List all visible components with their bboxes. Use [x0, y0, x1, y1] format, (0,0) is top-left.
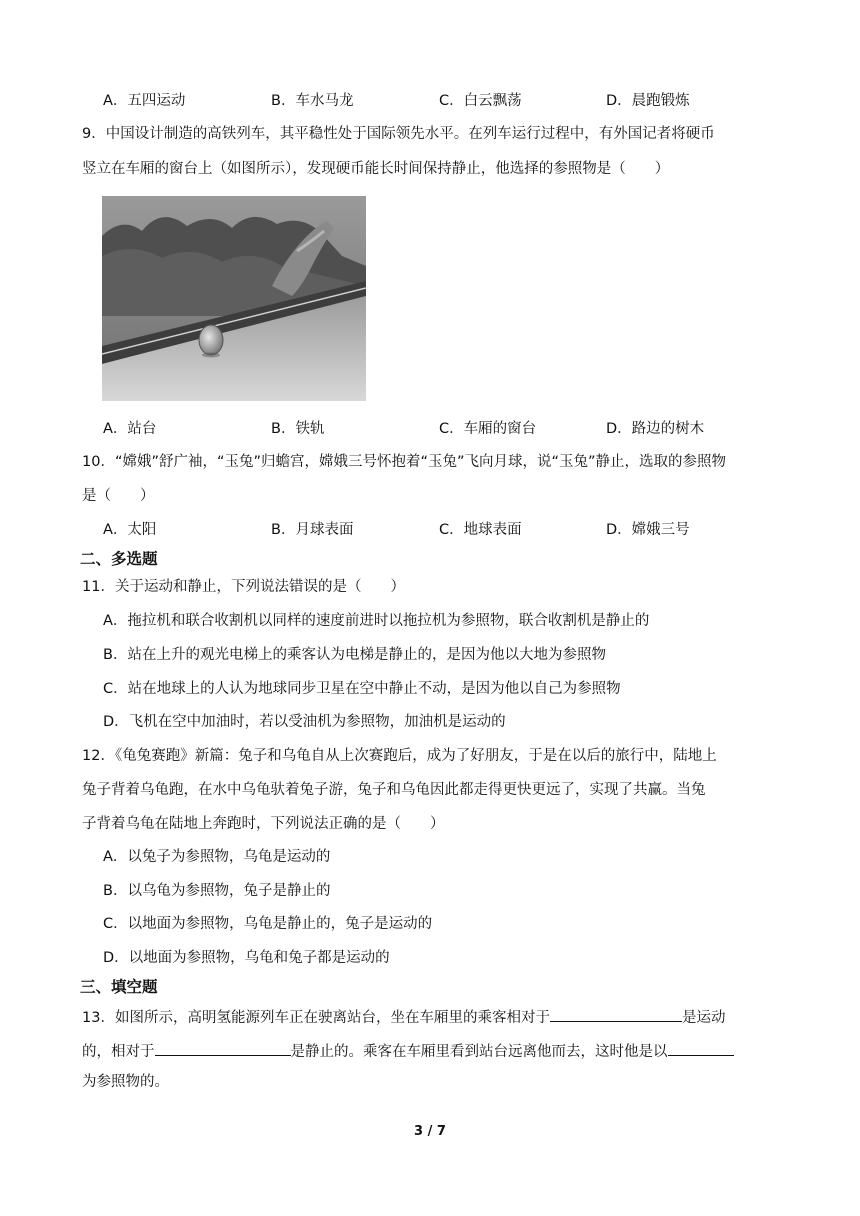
q10-option-b: B．月球表面	[271, 522, 354, 538]
q13-line2	[82, 1039, 734, 1062]
q12-option-b: B．以乌龟为参照物，兔子是静止的	[103, 883, 331, 899]
q13-line3: 为参照物的。	[82, 1074, 169, 1090]
q12-option-c: C．以地面为参照物，乌龟是静止的，兔子是运动的	[103, 916, 433, 932]
q8-option-b: B．车水马龙	[271, 93, 354, 109]
page-number: 3 / 7	[414, 1124, 446, 1139]
q13-text-1a: 13．如图所示，高明氢能源列车正在驶离站台，坐在车厢里的乘客相对于	[82, 1010, 550, 1026]
q9-option-a: A．站台	[103, 421, 157, 437]
q9-stem-line1: 9．中国设计制造的高铁列车，其平稳性处于国际领先水平。在列车运行过程中，有外国记者将硬币	[82, 126, 715, 142]
q11-stem: 11．关于运动和静止，下列说法错误的是（ ）	[82, 579, 405, 595]
q13-blank-1[interactable]	[550, 1005, 682, 1022]
q10-option-d: D．嫦娥三号	[606, 522, 690, 538]
q11-option-a: A．拖拉机和联合收割机以同样的速度前进时以拖拉机为参照物，联合收割机是静止的	[103, 613, 650, 629]
coin-on-windowsill-photo	[102, 196, 366, 401]
q8-option-c: C．白云飘荡	[439, 93, 522, 109]
q12-option-a: A．以兔子为参照物，乌龟是运动的	[103, 849, 331, 865]
q10-option-a: A．太阳	[103, 522, 157, 538]
q10-option-c: C．地球表面	[439, 522, 522, 538]
q13-text-2a: 的，相对于	[82, 1044, 155, 1060]
q9-stem-line2: 竖立在车厢的窗台上（如图所示），发现硬币能长时间保持静止，他选择的参照物是（ ）	[82, 161, 670, 177]
q12-stem-line2: 兔子背着乌龟跑，在水中乌龟驮着兔子游，兔子和乌龟因此都走得更快更远了，实现了共赢。当兔	[82, 782, 706, 798]
q13-text-2b: 是静止的。乘客在车厢里看到站台远离他而去，这时他是以	[290, 1044, 668, 1060]
q13-blank-3[interactable]	[668, 1039, 734, 1056]
q10-stem-line1: 10．“嫦娥”舒广袖，“玉兔”归蟾宫，嫦娥三号怀抱着“玉兔”飞向月球，说“玉兔”静止，选取的参照物	[82, 454, 727, 470]
q9-option-b: B．铁轨	[271, 421, 325, 437]
q11-option-d: D．飞机在空中加油时，若以受油机为参照物，加油机是运动的	[103, 714, 506, 730]
q11-option-c: C．站在地球上的人认为地球同步卫星在空中静止不动，是因为他以自己为参照物	[103, 681, 621, 697]
q11-option-b: B．站在上升的观光电梯上的乘客认为电梯是静止的，是因为他以大地为参照物	[103, 647, 606, 663]
q12-stem-line3: 子背着乌龟在陆地上奔跑时，下列说法正确的是（ ）	[82, 816, 445, 832]
q12-stem-line1: 12．《龟兔赛跑》新篇：兔子和乌龟自从上次赛跑后，成为了好朋友，于是在以后的旅行中，陆地上	[82, 748, 717, 764]
q12-option-d: D．以地面为参照物，乌龟和兔子都是运动的	[103, 950, 390, 966]
q9-option-d: D．路边的树木	[606, 421, 705, 437]
q8-option-a: A．五四运动	[103, 93, 186, 109]
section-heading-fill-in: 三、填空题	[80, 978, 158, 996]
section-heading-multiple-choice: 二、多选题	[80, 550, 158, 568]
q10-stem-line2: 是（ ）	[82, 488, 155, 504]
q13-line1	[82, 1005, 725, 1028]
q13-blank-2[interactable]	[155, 1039, 291, 1056]
q9-option-c: C．车厢的窗台	[439, 421, 537, 437]
q13-text-1b: 是运动	[681, 1010, 726, 1026]
q8-option-d: D．晨跑锻炼	[606, 93, 690, 109]
